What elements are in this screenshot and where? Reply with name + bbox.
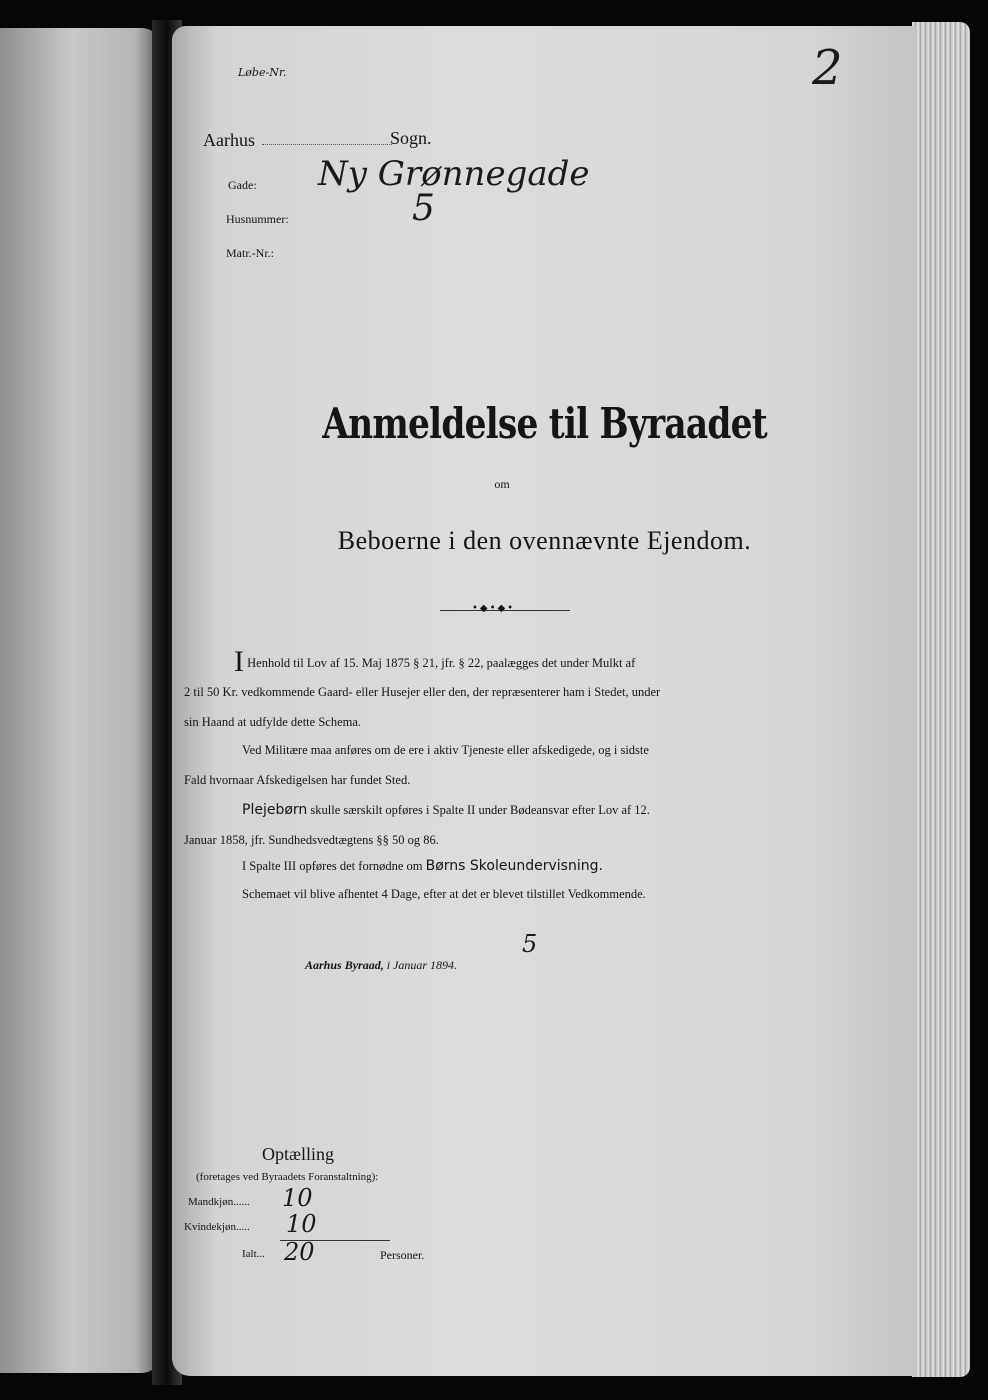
mand-value-handwritten: 10 [282,1184,313,1212]
kvinde-label: Kvindekjøn..... [184,1221,250,1233]
para-3-line-2: Januar 1858, jfr. Sundhedsvedtægtens §§ 50 og 86. [184,833,439,847]
ialt-value-handwritten: 20 [284,1238,315,1266]
sogn-label: Sogn. [390,128,432,148]
city-label: Aarhus [203,130,255,150]
date-correction-handwritten: 5 [522,930,538,958]
count-subtitle: (foretages ved Byraadets Foranstaltning): [196,1171,379,1183]
para-2-line-2: Fald hvornaar Afskedigelsen har fundet Sted. [184,773,411,787]
para-1-line-1 [234,645,636,678]
signoff [305,958,457,973]
husnummer-value-handwritten: 5 [412,188,435,229]
document-subtitle: Beboerne i den ovennævnte Ejendom. [337,526,752,555]
para-3-line-1-text: skulle særskilt opføres i Spalte II under Bødeansvar efter Lov af 12. [310,803,650,817]
document-title: Anmeldelse til Byraadet [322,399,767,448]
boerns-skoleundervisning: Børns Skoleundervisning. [425,858,603,874]
title-connector: om [494,477,510,491]
loebe-nr-label: Løbe-Nr. [238,66,287,79]
gade-label: Gade: [228,178,257,192]
sogn-line [262,144,392,145]
page-edges [912,22,970,1377]
document-page [172,26,917,1376]
para-4 [242,852,603,880]
husnummer-label: Husnummer: [226,212,289,226]
gade-value-handwritten: Ny Grønnegade [318,154,590,194]
kvinde-value-handwritten: 10 [286,1210,317,1238]
para-1-line-3: sin Haand at udfylde dette Schema. [184,715,362,729]
count-title: Optælling [262,1144,335,1164]
para-1-line-2: 2 til 50 Kr. vedkommende Gaard- eller Husejer eller den, der repræsenterer ham i Stedet, under [184,685,661,699]
ialt-label: Ialt... [242,1248,265,1260]
signoff-org: Aarhus Byraad, [305,958,384,972]
plejeboern-word: Plejebørn [242,802,308,818]
para-4-text: I Spalte III opføres det fornødne om [242,859,423,873]
signoff-date: i Januar 1894. [386,958,458,972]
para-3-line-1 [242,796,650,824]
left-facing-page [0,28,160,1373]
para-2-line-1: Ved Militære maa anføres om de ere i aktiv Tjeneste eller afskedigede, og i sidste [242,743,649,757]
para-5: Schemaet vil blive afhentet 4 Dage, efter at det er blevet tilstillet Vedkommende. [242,887,646,901]
mand-label: Mandkjøn...... [188,1196,250,1208]
ornament-dots: •◆•◆• [472,603,516,614]
matr-nr-label: Matr.-Nr.: [226,246,274,260]
drop-cap: I [234,645,244,678]
personer-label: Personer. [380,1248,425,1262]
para-1-line-1-text: Henhold til Lov af 15. Maj 1875 § 21, jfr. § 22, paalægges det under Mulkt af [247,656,636,670]
page-number-handwritten: 2 [812,40,843,96]
